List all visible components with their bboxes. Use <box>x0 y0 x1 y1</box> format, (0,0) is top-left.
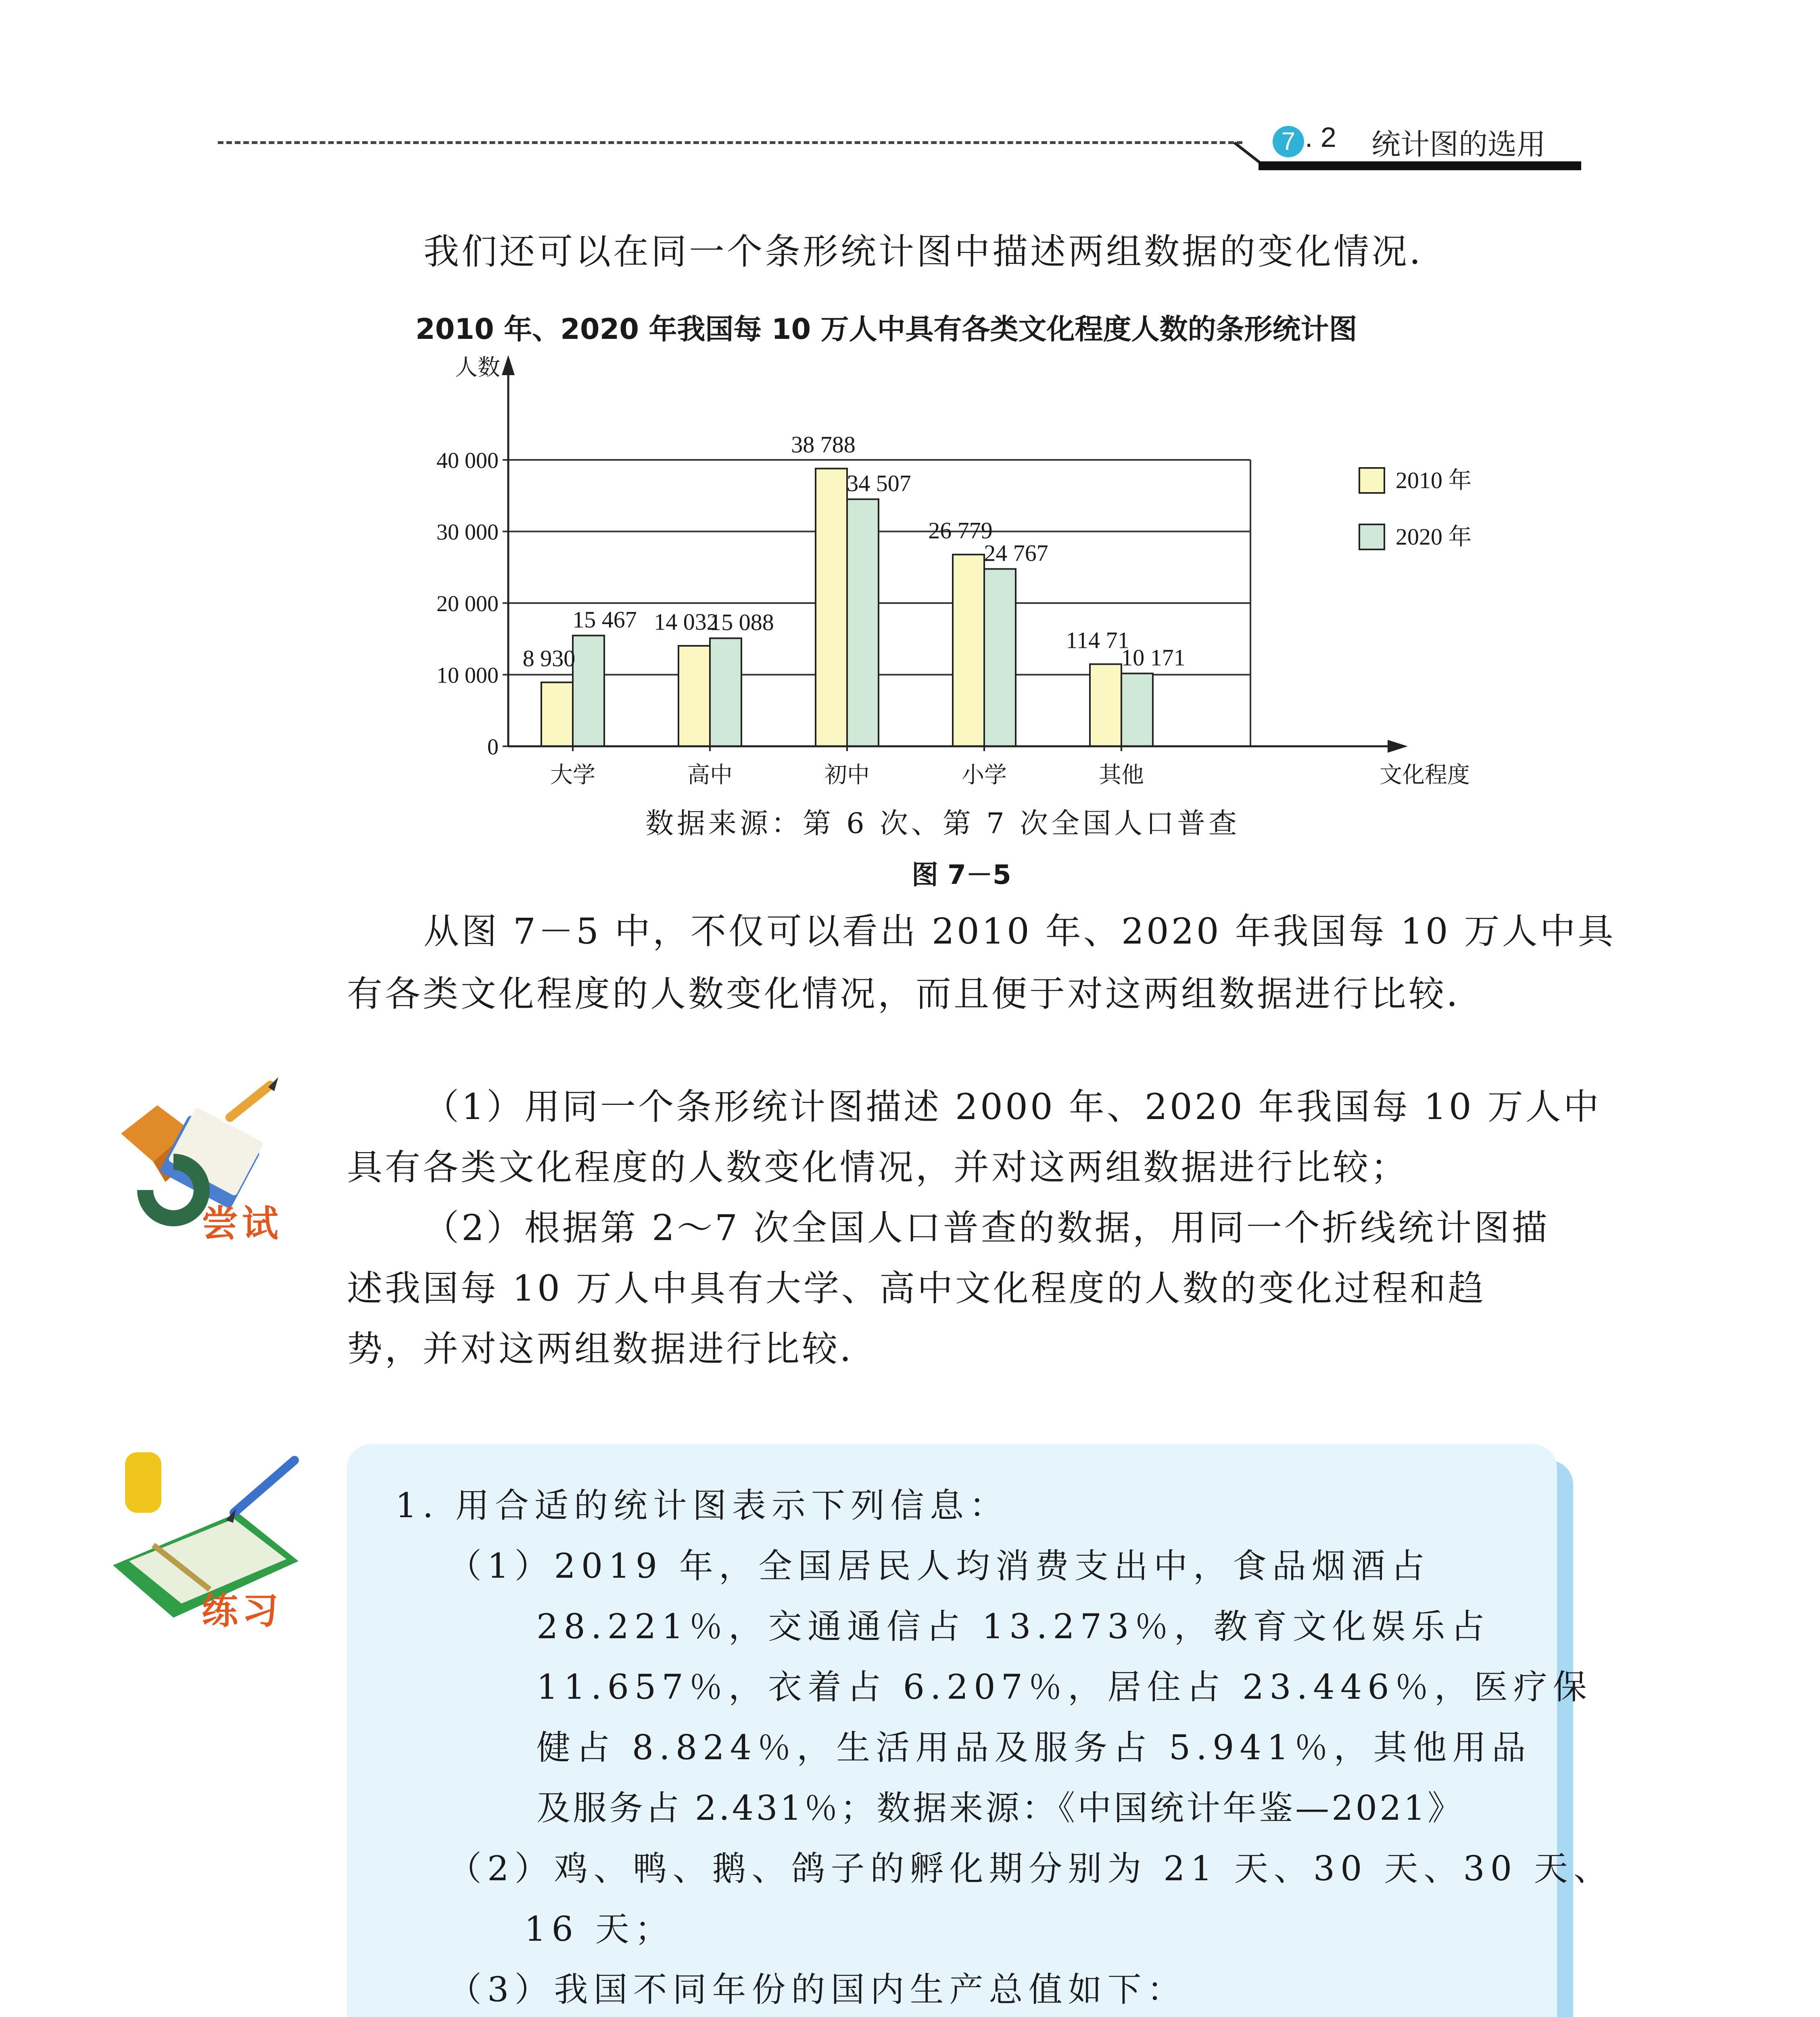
bar-value-label: 10 171 <box>1121 644 1186 671</box>
bar <box>573 635 604 746</box>
y-tick-label: 40 000 <box>436 448 499 473</box>
exercise-item1-line5: 及服务占 2.431％；数据来源：《中国统计年鉴—2021》 <box>536 1788 1464 1828</box>
bar <box>847 499 879 746</box>
legend-swatch <box>1359 468 1384 493</box>
bar-value-label: 34 507 <box>847 470 911 497</box>
x-axis-arrow <box>1388 740 1408 753</box>
try-line-3: （2）根据第 2～7 次全国人口普查的数据，用同一个折线统计图描 <box>424 1207 1550 1249</box>
y-tick-label: 30 000 <box>436 520 499 545</box>
chart-title: 2010 年、2020 年我国每 10 万人中具有各类文化程度人数的条形统计图 <box>415 313 1357 346</box>
x-tick-label: 大学 <box>550 762 595 788</box>
x-tick-label: 小学 <box>962 762 1007 788</box>
y-axis-arrow <box>502 355 515 375</box>
try-line-5: 势，并对这两组数据进行比较． <box>347 1328 878 1370</box>
exercise-item1-line4: 健占 8.824％，生活用品及服务占 5.941％，其他用品 <box>536 1728 1532 1767</box>
y-axis-label: 人数 <box>455 355 500 381</box>
bar <box>984 569 1016 746</box>
analysis-line-1: 从图 7－5 中，不仅可以看出 2010 年、2020 年我国每 10 万人中具 <box>424 910 1616 952</box>
bar-value-label: 24 767 <box>984 540 1048 566</box>
bar-chart <box>411 347 1501 803</box>
bar-value-label: 26 779 <box>928 517 993 544</box>
bar <box>1090 664 1121 746</box>
bar-value-label: 14 032 <box>654 608 718 635</box>
figure-label: 图 7－5 <box>912 859 1011 890</box>
chart-source: 数据来源：第 6 次、第 7 次全国人口普查 <box>645 807 1240 840</box>
legend-label: 2010 年 <box>1396 467 1472 493</box>
y-tick-label: 20 000 <box>436 591 499 616</box>
bar <box>953 555 984 746</box>
section-number-rest: . 2 <box>1305 121 1336 153</box>
bar-value-label: 15 467 <box>572 606 637 633</box>
bar <box>678 646 710 746</box>
try-label: 尝试 <box>202 1203 282 1245</box>
bar <box>816 469 847 746</box>
exercise-item1-line1: （1）2019 年，全国居民人均消费支出中，食品烟酒占 <box>448 1546 1430 1586</box>
legend-swatch <box>1359 524 1384 549</box>
y-tick-label: 0 <box>487 735 499 760</box>
intro-paragraph: 我们还可以在同一个条形统计图中描述两组数据的变化情况． <box>424 231 1448 272</box>
legend-label: 2020 年 <box>1396 524 1472 550</box>
section-number-badge: 7 <box>1273 126 1304 157</box>
try-line-4: 述我国每 10 万人中具有大学、高中文化程度的人数的变化过程和趋 <box>347 1267 1486 1309</box>
bar-value-label: 38 788 <box>791 431 856 458</box>
x-tick-label: 高中 <box>687 762 733 788</box>
bar <box>541 682 573 746</box>
exercise-item1-line2: 28.221％，交通通信占 13.273％，教育文化娱乐占 <box>536 1607 1490 1646</box>
bar <box>710 638 741 746</box>
exercise-q1: 1. 用合适的统计图表示下列信息： <box>395 1486 1009 1525</box>
x-axis-label: 文化程度 <box>1380 762 1470 788</box>
header-slash <box>1234 142 1261 164</box>
header-dashed-rule <box>218 141 1242 144</box>
y-tick-label: 10 000 <box>436 663 499 688</box>
exercise-item2-line1: （2）鸡、鸭、鹅、鸽子的孵化期分别为 21 天、30 天、30 天、 <box>448 1849 1613 1888</box>
practice-label: 练习 <box>202 1590 282 1632</box>
bar-value-label: 15 088 <box>710 609 774 636</box>
exercise-item3: （3）我国不同年份的国内生产总值如下： <box>448 1970 1187 2009</box>
bar <box>1121 673 1153 746</box>
bar-value-label: 114 71 <box>1066 627 1129 654</box>
x-tick-label: 初中 <box>824 762 870 788</box>
exercise-item2-line2: 16 天； <box>524 1909 674 1949</box>
section-title: 统计图的选用 <box>1371 127 1546 161</box>
try-line-2: 具有各类文化程度的人数变化情况，并对这两组数据进行比较； <box>347 1146 1409 1188</box>
x-tick-label: 其他 <box>1099 762 1144 788</box>
analysis-line-2: 有各类文化程度的人数变化情况，而且便于对这两组数据进行比较． <box>347 973 1485 1015</box>
try-line-1: （1）用同一个条形统计图描述 2000 年、2020 年我国每 10 万人中 <box>424 1086 1601 1128</box>
bar-value-label: 8 930 <box>522 645 576 672</box>
exercise-item1-line3: 11.657％，衣着占 6.207％，居住占 23.446％，医疗保 <box>536 1667 1592 1707</box>
